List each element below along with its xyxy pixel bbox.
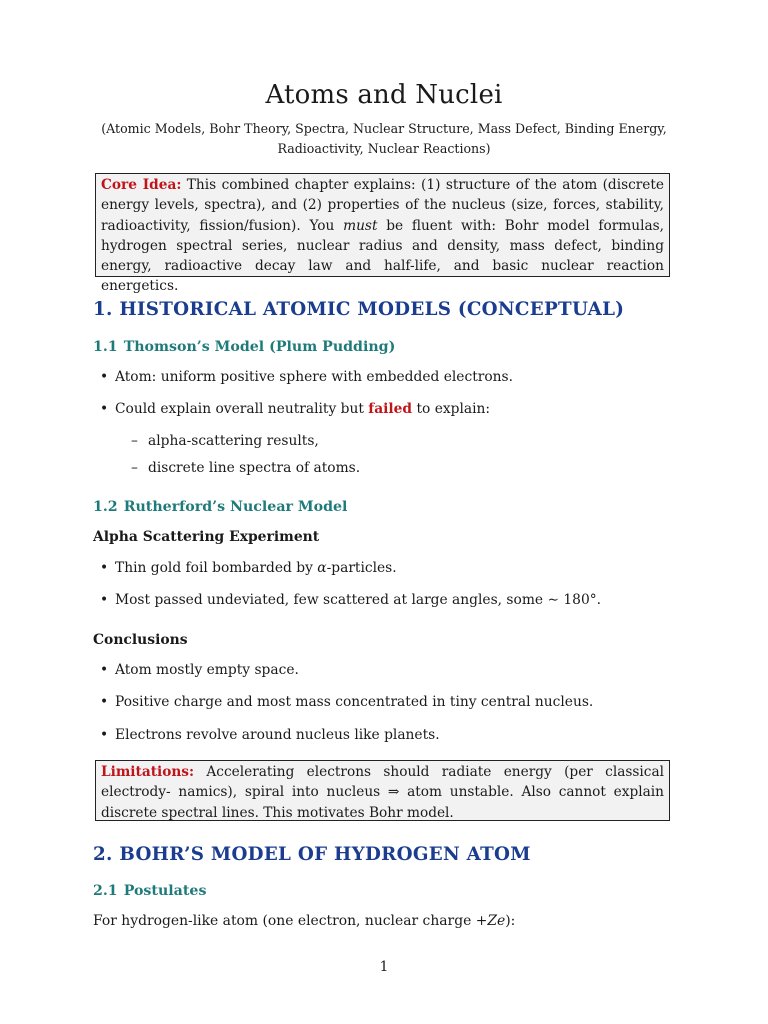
bullet-icon: •	[100, 694, 109, 710]
subsection-2-1-heading	[93, 883, 206, 899]
intro-text: For hydrogen-like atom (one electron, nuclear charge +	[93, 913, 488, 929]
core-idea-emphasis: must	[343, 217, 378, 234]
list-item	[100, 401, 490, 417]
core-idea-text-1: This combined chapter explains: (1) structure of the atom (discrete energy levels, spectra), and (2) properties of the nucleus (size, forces, stability, radioactivity, fission/fusion). You	[101, 177, 665, 234]
bullet-icon: •	[100, 662, 109, 678]
list-item-text: to explain:	[412, 401, 491, 417]
list-item-text: -particles.	[326, 560, 397, 576]
subsection-number: 1.1	[93, 339, 118, 355]
list-item-text: Atom mostly empty space.	[115, 662, 299, 678]
sub-list-item	[131, 460, 360, 476]
page-title: Atoms and Nuclei	[265, 80, 503, 110]
list-item	[100, 727, 440, 743]
core-idea-box	[95, 173, 670, 295]
subsection-number: 2.1	[93, 883, 118, 899]
dash-icon: –	[131, 433, 138, 449]
alpha-scattering-heading: Alpha Scattering Experiment	[93, 529, 320, 545]
list-item-text: Positive charge and most mass concentrated in tiny central nucleus.	[115, 694, 594, 710]
subsection-1-2-heading	[93, 499, 347, 515]
intro-text: ):	[505, 913, 516, 929]
list-item	[100, 592, 601, 608]
subsection-title: Rutherford’s Nuclear Model	[123, 499, 348, 515]
section-1-heading: 1. HISTORICAL ATOMIC MODELS (CONCEPTUAL)	[93, 299, 625, 320]
subsection-number: 1.2	[93, 499, 118, 515]
limitations-box	[95, 760, 670, 821]
bullet-icon: •	[100, 560, 109, 576]
subsection-title: Thomson’s Model (Plum Pudding)	[123, 339, 396, 355]
limitations-label: Limitations:	[101, 764, 195, 780]
limitations-text: Accelerating electrons should radiate energy (per classical electrody- namics), spiral into nucleus ⇒ atom unstable. Also cannot explain discrete spectral lines. This motivates Bohr model.	[101, 764, 664, 821]
subsection-title: Postulates	[123, 883, 207, 899]
list-item	[100, 662, 299, 678]
bullet-icon: •	[100, 592, 109, 608]
core-idea-text-2: be fluent with: Bohr model formulas, hydrogen spectral series, nuclear radius and density, mass defect, binding energy, radioactive decay law and half-life, and basic nuclear reaction energetics.	[101, 217, 664, 295]
bullet-icon: •	[100, 727, 109, 743]
failed-highlight: failed	[368, 401, 413, 417]
ze-symbol: Ze	[487, 913, 506, 929]
list-item	[100, 369, 513, 385]
dash-icon: –	[131, 460, 138, 476]
list-item-text: Electrons revolve around nucleus like planets.	[115, 727, 440, 743]
section-2-heading: 2. BOHR’S MODEL OF HYDROGEN ATOM	[93, 844, 531, 865]
page-number: 1	[379, 959, 389, 975]
sub-list-item-text: discrete line spectra of atoms.	[148, 460, 361, 476]
conclusions-heading: Conclusions	[93, 632, 188, 648]
list-item-text: Atom: uniform positive sphere with embedded electrons.	[115, 369, 513, 385]
alpha-symbol: α	[317, 560, 327, 576]
list-item-text: Most passed undeviated, few scattered at large angles, some ∼ 180°.	[115, 592, 602, 608]
sub-list-item	[131, 433, 319, 449]
list-item-text: Could explain overall neutrality but	[115, 401, 369, 417]
page-subtitle: (Atomic Models, Bohr Theory, Spectra, Nuclear Structure, Mass Defect, Binding Energy, Radioactivity, Nuclear Reactions)	[101, 121, 667, 156]
subsection-1-1-heading	[93, 339, 395, 355]
list-item	[100, 560, 397, 576]
sub-list-item-text: alpha-scattering results,	[148, 433, 319, 449]
postulates-intro	[93, 913, 515, 929]
list-item-text: Thin gold foil bombarded by	[115, 560, 318, 576]
list-item	[100, 694, 593, 710]
core-idea-label: Core Idea:	[101, 177, 182, 193]
bullet-icon: •	[100, 401, 109, 417]
bullet-icon: •	[100, 369, 109, 385]
